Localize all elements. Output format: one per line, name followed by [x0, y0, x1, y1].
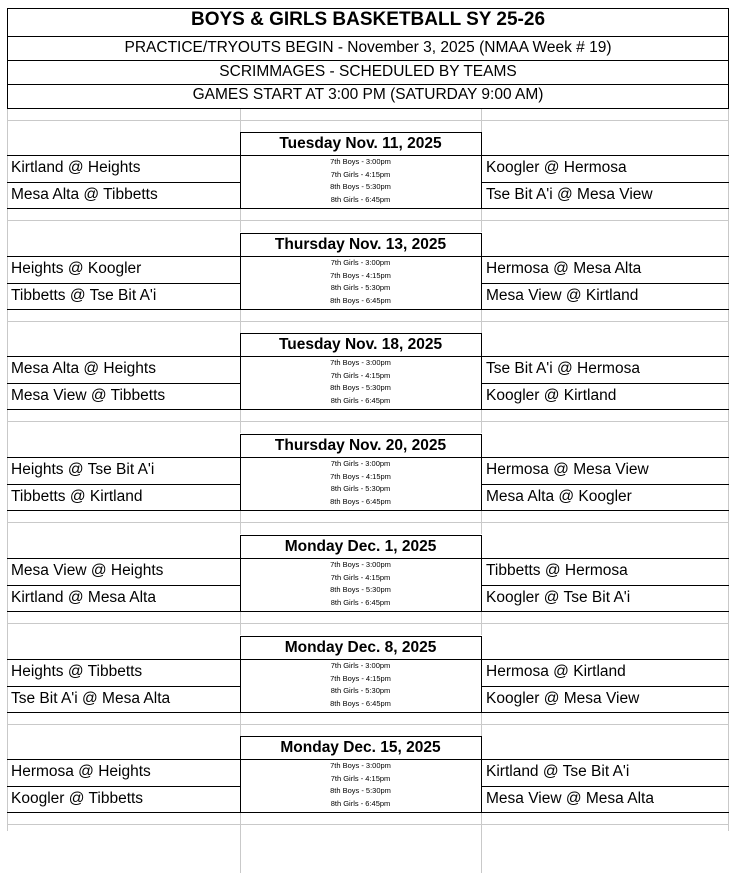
game-date: Monday Dec. 1, 2025	[284, 538, 437, 555]
grid-line	[240, 813, 241, 873]
game-matchup: Kirtland @ Heights	[11, 159, 141, 176]
column-border	[481, 233, 482, 310]
grid-line	[7, 120, 729, 121]
header-border	[7, 60, 729, 61]
game-matchup: Mesa View @ Tibbetts	[11, 387, 166, 404]
game-matchup: Tse Bit A'i @ Hermosa	[486, 360, 640, 377]
game-matchup: Koogler @ Hermosa	[486, 159, 627, 176]
game-matchup: Koogler @ Tse Bit A'i	[486, 589, 631, 606]
game-row-border	[482, 484, 729, 485]
column-border	[481, 636, 482, 713]
game-date: Tuesday Nov. 18, 2025	[278, 336, 443, 353]
grid-line	[240, 612, 241, 635]
date-box-border	[240, 736, 482, 737]
game-row-border	[7, 182, 240, 183]
game-row-border	[7, 484, 240, 485]
header-border	[7, 36, 729, 37]
grid-line	[240, 109, 241, 132]
game-matchup: Mesa View @ Heights	[11, 562, 164, 579]
game-time: 7th Girls - 4:15pm	[330, 370, 391, 380]
game-matchup: Hermosa @ Kirtland	[486, 663, 626, 680]
game-time: 7th Girls - 3:00pm	[330, 459, 391, 468]
game-matchup: Mesa View @ Mesa Alta	[486, 790, 654, 807]
game-time: 8th Boys - 5:30pm	[330, 786, 391, 795]
game-matchup: Hermosa @ Heights	[11, 763, 151, 780]
game-time: 7th Boys - 4:15pm	[330, 673, 391, 683]
game-time: 8th Girls - 6:45pm	[330, 395, 391, 405]
game-time: 8th Girls - 5:30pm	[330, 283, 391, 292]
game-matchup: Koogler @ Kirtland	[486, 387, 617, 404]
game-row-border	[7, 283, 240, 284]
column-border	[481, 132, 482, 209]
date-box-border	[240, 636, 482, 637]
game-row-border	[482, 383, 729, 384]
game-matchup: Koogler @ Tibbetts	[11, 790, 144, 807]
grid-line	[7, 421, 729, 422]
date-box-border	[240, 233, 482, 234]
game-matchup: Mesa Alta @ Koogler	[486, 488, 632, 505]
game-times	[240, 660, 481, 710]
grid-line	[7, 522, 729, 523]
column-border	[481, 736, 482, 813]
game-matchup: Hermosa @ Mesa Alta	[486, 260, 642, 277]
game-time: 8th Boys - 5:30pm	[330, 182, 391, 191]
game-date: Thursday Nov. 13, 2025	[274, 236, 447, 253]
game-row-border	[482, 182, 729, 183]
game-row-border	[7, 585, 240, 586]
game-date: Tuesday Nov. 11, 2025	[279, 135, 442, 152]
game-row-border	[482, 786, 729, 787]
game-matchup: Kirtland @ Mesa Alta	[11, 589, 156, 606]
grid-line	[7, 109, 8, 831]
game-time: 7th Girls - 3:00pm	[330, 661, 391, 670]
grid-line	[240, 713, 241, 736]
header-border	[7, 84, 729, 85]
grid-line	[481, 410, 482, 433]
game-time: 8th Girls - 6:45pm	[330, 597, 391, 607]
game-matchup: Kirtland @ Tse Bit A'i	[486, 763, 630, 780]
grid-line	[240, 511, 241, 534]
grid-line	[481, 511, 482, 534]
game-time: 7th Boys - 3:00pm	[330, 358, 391, 367]
game-time: 8th Boys - 5:30pm	[330, 383, 391, 392]
game-time: 7th Boys - 4:15pm	[330, 270, 391, 280]
date-box-border	[240, 535, 482, 536]
date-box-border	[240, 132, 482, 133]
game-row-border	[7, 786, 240, 787]
column-border	[481, 434, 482, 511]
game-row-border	[7, 208, 729, 209]
game-matchup: Tse Bit A'i @ Mesa View	[486, 186, 653, 203]
game-time: 7th Girls - 4:15pm	[330, 169, 391, 179]
game-matchup: Tibbetts @ Kirtland	[11, 488, 143, 505]
game-matchup: Koogler @ Mesa View	[486, 690, 640, 707]
game-row-border	[482, 686, 729, 687]
game-row-border	[7, 309, 729, 310]
grid-line	[481, 109, 482, 132]
game-time: 7th Boys - 3:00pm	[330, 761, 391, 770]
game-matchup: Tse Bit A'i @ Mesa Alta	[11, 690, 171, 707]
grid-line	[7, 321, 729, 322]
game-time: 8th Girls - 5:30pm	[330, 686, 391, 695]
game-time: 7th Boys - 3:00pm	[330, 560, 391, 569]
grid-line	[7, 623, 729, 624]
game-matchup: Tibbetts @ Tse Bit A'i	[11, 287, 157, 304]
game-row-border	[7, 712, 729, 713]
game-time: 8th Boys - 5:30pm	[330, 585, 391, 594]
game-matchup: Heights @ Tse Bit A'i	[11, 461, 155, 478]
game-matchup: Tibbetts @ Hermosa	[486, 562, 628, 579]
header-border	[7, 108, 729, 109]
game-matchup: Hermosa @ Mesa View	[486, 461, 649, 478]
game-times	[240, 156, 481, 206]
grid-line	[240, 410, 241, 433]
game-matchup: Mesa Alta @ Heights	[11, 360, 156, 377]
grid-line	[728, 109, 729, 831]
game-time: 8th Boys - 6:45pm	[330, 295, 391, 305]
grid-line	[240, 209, 241, 232]
header-border	[7, 8, 8, 109]
game-date: Monday Dec. 8, 2025	[284, 639, 437, 656]
grid-line	[7, 220, 729, 221]
column-border	[481, 333, 482, 410]
game-times	[240, 458, 481, 508]
games-start-line: GAMES START AT 3:00 PM (SATURDAY 9:00 AM)	[192, 86, 544, 103]
game-row-border	[7, 409, 729, 410]
grid-line	[481, 209, 482, 232]
grid-line	[481, 713, 482, 736]
game-matchup: Mesa View @ Kirtland	[486, 287, 639, 304]
game-date: Thursday Nov. 20, 2025	[274, 437, 447, 454]
date-box-border	[240, 434, 482, 435]
header-border	[7, 8, 729, 9]
grid-line	[7, 824, 729, 825]
scrimmages-line: SCRIMMAGES - SCHEDULED BY TEAMS	[219, 63, 517, 80]
game-row-border	[7, 383, 240, 384]
game-time: 8th Boys - 6:45pm	[330, 698, 391, 708]
grid-line	[481, 612, 482, 635]
game-time: 7th Girls - 4:15pm	[330, 773, 391, 783]
game-row-border	[7, 686, 240, 687]
grid-line	[7, 724, 729, 725]
game-time: 7th Girls - 3:00pm	[330, 258, 391, 267]
game-time: 7th Boys - 3:00pm	[330, 157, 391, 166]
game-row-border	[482, 283, 729, 284]
game-time: 8th Boys - 6:45pm	[330, 496, 391, 506]
game-times	[240, 357, 481, 407]
header-border	[728, 8, 729, 109]
game-times	[240, 760, 481, 810]
grid-line	[481, 310, 482, 333]
game-time: 8th Girls - 6:45pm	[330, 798, 391, 808]
game-row-border	[7, 611, 729, 612]
game-matchup: Heights @ Tibbetts	[11, 663, 143, 680]
game-matchup: Mesa Alta @ Tibbetts	[11, 186, 158, 203]
game-date: Monday Dec. 15, 2025	[280, 739, 441, 756]
game-row-border	[482, 585, 729, 586]
game-time: 7th Boys - 4:15pm	[330, 471, 391, 481]
grid-line	[240, 310, 241, 333]
game-row-border	[7, 510, 729, 511]
grid-line	[481, 813, 482, 873]
game-matchup: Heights @ Koogler	[11, 260, 142, 277]
column-border	[481, 535, 482, 612]
game-time: 8th Girls - 5:30pm	[330, 484, 391, 493]
game-row-border	[7, 812, 729, 813]
page-title: BOYS & GIRLS BASKETBALL SY 25-26	[190, 9, 546, 30]
game-time: 8th Girls - 6:45pm	[330, 194, 391, 204]
game-times	[240, 257, 481, 307]
practice-start-line: PRACTICE/TRYOUTS BEGIN - November 3, 2025 (NMAA Week # 19)	[124, 39, 612, 56]
date-box-border	[240, 333, 482, 334]
game-times	[240, 559, 481, 609]
game-time: 7th Girls - 4:15pm	[330, 572, 391, 582]
